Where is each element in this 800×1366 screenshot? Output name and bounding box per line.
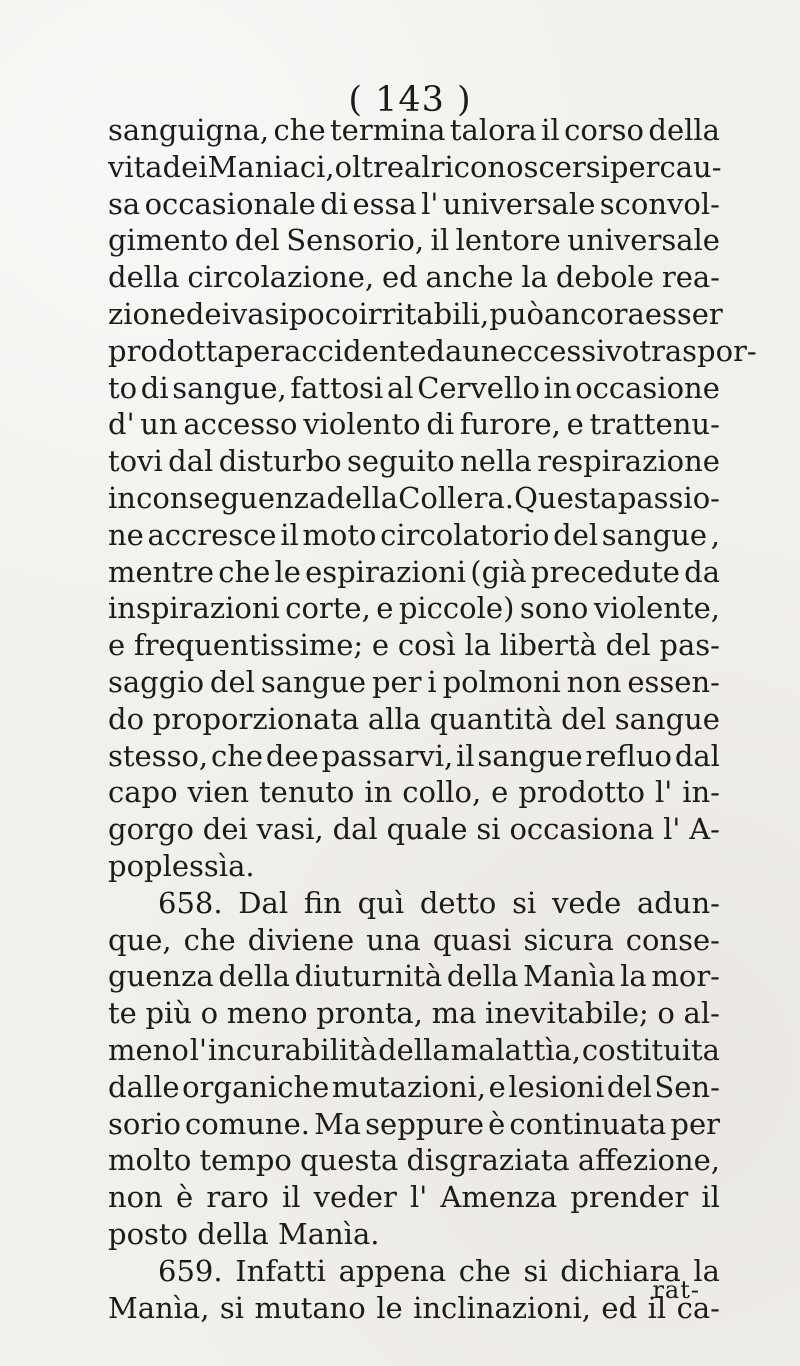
word: nella bbox=[460, 444, 532, 479]
word: l' bbox=[189, 1032, 207, 1067]
word: sconvol- bbox=[599, 186, 720, 221]
word: meno bbox=[108, 1032, 189, 1067]
text-line-last: posto della Manìa. bbox=[108, 1216, 380, 1251]
word: incurabilità bbox=[207, 1032, 378, 1067]
body-text bbox=[108, 112, 757, 1326]
word: essen- bbox=[627, 664, 720, 699]
word: tempo bbox=[199, 1143, 292, 1178]
text-line bbox=[108, 1179, 720, 1216]
text-line bbox=[108, 774, 720, 811]
text-line bbox=[108, 1142, 720, 1179]
word: respirazione bbox=[537, 444, 720, 479]
word: appena bbox=[338, 1253, 447, 1288]
word: al- bbox=[683, 996, 720, 1031]
word: vita bbox=[108, 149, 163, 184]
paragraph-658-start bbox=[108, 885, 720, 922]
word: il bbox=[430, 223, 450, 258]
word: vasi, bbox=[256, 812, 324, 847]
word: l' bbox=[663, 812, 681, 847]
word: vede bbox=[551, 885, 622, 920]
word: gimento bbox=[108, 223, 229, 258]
word: corso bbox=[564, 113, 644, 147]
word: conse- bbox=[625, 922, 720, 957]
word: o bbox=[200, 996, 219, 1031]
text-line bbox=[108, 590, 720, 627]
text-line bbox=[108, 1290, 720, 1327]
word: per bbox=[371, 664, 422, 699]
word: prodotta bbox=[108, 333, 235, 368]
word: frequentissime; bbox=[133, 628, 364, 663]
word: occasione bbox=[575, 370, 720, 405]
word: eccessivo bbox=[499, 333, 640, 368]
text-line bbox=[108, 627, 720, 664]
word: fin bbox=[303, 885, 342, 920]
text-line bbox=[108, 517, 720, 554]
word: irritabili, bbox=[358, 296, 490, 331]
text-line bbox=[108, 1069, 720, 1106]
word: disturbo bbox=[218, 444, 342, 479]
text-line bbox=[108, 664, 720, 701]
word: il bbox=[456, 738, 475, 773]
word: il bbox=[647, 1290, 667, 1325]
text-line bbox=[108, 738, 720, 775]
word: in bbox=[108, 480, 136, 515]
word: affezione, bbox=[577, 1143, 720, 1178]
word: e bbox=[491, 775, 509, 810]
word: che bbox=[183, 922, 236, 957]
word: Manìa bbox=[523, 959, 616, 994]
word: continuata bbox=[509, 1106, 667, 1141]
text-line bbox=[108, 1106, 720, 1143]
text-line bbox=[108, 370, 720, 407]
word: quale bbox=[386, 812, 468, 847]
word: accresce bbox=[147, 517, 277, 552]
text-line bbox=[108, 112, 720, 149]
word: polmoni bbox=[442, 664, 561, 699]
word: le bbox=[274, 554, 301, 589]
word: o bbox=[657, 996, 675, 1031]
word: , bbox=[710, 517, 720, 552]
word: accidente bbox=[284, 333, 427, 368]
word: Cervello bbox=[417, 370, 540, 405]
word: zione bbox=[108, 296, 186, 331]
word: per bbox=[609, 149, 660, 184]
word: in bbox=[543, 370, 572, 405]
word: moto bbox=[302, 517, 377, 552]
word: l' bbox=[421, 186, 439, 221]
word: dal bbox=[332, 812, 378, 847]
word: d' bbox=[108, 407, 135, 442]
word: Dal bbox=[238, 885, 289, 920]
word: un bbox=[462, 333, 500, 368]
word: di bbox=[320, 186, 349, 221]
word: essa bbox=[352, 186, 417, 221]
word: libertà bbox=[499, 628, 597, 663]
word: quì bbox=[357, 885, 405, 920]
text-line bbox=[108, 958, 720, 995]
word: A- bbox=[689, 812, 720, 847]
word: di bbox=[426, 407, 455, 442]
word: organiche bbox=[182, 1069, 330, 1104]
word: mentre bbox=[108, 554, 215, 589]
word: universale bbox=[442, 186, 596, 221]
word: mutano bbox=[254, 1290, 366, 1325]
word: vasi bbox=[230, 296, 289, 331]
word: la bbox=[693, 1253, 720, 1288]
word: il bbox=[280, 517, 299, 552]
word: dal bbox=[674, 738, 720, 773]
word: Sen- bbox=[654, 1069, 720, 1104]
word: del bbox=[606, 1069, 652, 1104]
word: gorgo bbox=[108, 812, 194, 847]
word: piccole) bbox=[398, 591, 515, 626]
word: sa bbox=[108, 186, 141, 221]
word: di bbox=[140, 370, 169, 405]
word: Questa bbox=[514, 480, 618, 515]
word: talora bbox=[449, 113, 537, 147]
word: malattìa, bbox=[450, 1032, 582, 1067]
word: circolatorio bbox=[380, 517, 550, 552]
text-line bbox=[108, 701, 720, 738]
word: sangue bbox=[260, 664, 367, 699]
word: e bbox=[488, 1069, 506, 1104]
word: sangue, bbox=[172, 370, 287, 405]
word: e bbox=[566, 407, 584, 442]
word: l' bbox=[409, 1180, 428, 1215]
word: costituita bbox=[581, 1032, 720, 1067]
word: sicura bbox=[523, 922, 614, 957]
word: fattosi bbox=[290, 370, 384, 405]
text-line bbox=[108, 149, 720, 186]
word: traspor- bbox=[639, 333, 757, 368]
word: seguito bbox=[347, 444, 455, 479]
word: Ma bbox=[314, 1106, 362, 1141]
word: sanguigna, bbox=[108, 113, 270, 147]
word: così bbox=[397, 628, 456, 663]
word: ancora bbox=[543, 296, 645, 331]
word: sangue bbox=[477, 738, 583, 773]
text-line bbox=[108, 811, 720, 848]
word: un bbox=[140, 407, 178, 442]
word: il bbox=[541, 113, 560, 147]
word: della bbox=[218, 959, 290, 994]
word: del bbox=[209, 664, 255, 699]
word: oltre bbox=[334, 149, 405, 184]
word: precedute bbox=[530, 554, 680, 589]
word: occasiona bbox=[509, 812, 655, 847]
word: sono bbox=[519, 591, 589, 626]
word: Maniaci, bbox=[207, 149, 335, 184]
word: la bbox=[464, 628, 492, 663]
word: furore, bbox=[459, 407, 561, 442]
word: l' bbox=[655, 775, 673, 810]
word: inspirazioni bbox=[108, 591, 280, 626]
word: della bbox=[648, 113, 720, 147]
word: che bbox=[210, 738, 264, 773]
word: per bbox=[670, 1106, 720, 1141]
word: (già bbox=[470, 554, 527, 589]
word: del bbox=[234, 223, 280, 258]
word: può bbox=[489, 296, 544, 331]
word: si bbox=[523, 1253, 548, 1288]
text-line bbox=[108, 222, 720, 259]
word: conseguenza bbox=[136, 480, 327, 515]
word: che bbox=[218, 554, 271, 589]
word: passarvi, bbox=[321, 738, 454, 773]
word: circolazione, bbox=[187, 260, 375, 295]
word: occasionale bbox=[144, 186, 316, 221]
word: della bbox=[378, 1032, 450, 1067]
word: più bbox=[145, 996, 192, 1031]
word: da bbox=[684, 554, 720, 589]
word: lesioni bbox=[508, 1069, 605, 1104]
word: adun- bbox=[636, 885, 720, 920]
word: dichiara bbox=[560, 1253, 681, 1288]
word: Sensorio, bbox=[286, 223, 425, 258]
word: per bbox=[234, 333, 285, 368]
text-line bbox=[108, 554, 720, 591]
word: dee bbox=[265, 738, 319, 773]
word: questa bbox=[300, 1143, 399, 1178]
text-line bbox=[108, 296, 723, 333]
word: sangue bbox=[614, 701, 720, 736]
word: Collera. bbox=[398, 480, 514, 515]
word: dal bbox=[168, 444, 214, 479]
word: in- bbox=[682, 775, 720, 810]
word: ne bbox=[108, 517, 144, 552]
text-line bbox=[108, 186, 720, 223]
word: e bbox=[376, 591, 394, 626]
word: tovi bbox=[108, 444, 163, 479]
text-line bbox=[108, 995, 720, 1032]
word: quantità bbox=[429, 701, 553, 736]
paragraph-659-start bbox=[108, 1253, 720, 1290]
text-line bbox=[108, 443, 720, 480]
word: dei bbox=[202, 812, 248, 847]
catchword: rat- bbox=[652, 1276, 700, 1304]
word: guenza bbox=[108, 959, 214, 994]
word: to bbox=[108, 370, 138, 405]
word: e bbox=[108, 628, 126, 663]
word: riconoscersi bbox=[430, 149, 610, 184]
word: esser bbox=[644, 296, 723, 331]
word: ma bbox=[431, 996, 477, 1031]
word: seppure bbox=[365, 1106, 485, 1141]
word: comune. bbox=[185, 1106, 310, 1141]
word: ed bbox=[601, 1290, 638, 1325]
word: alla bbox=[367, 701, 421, 736]
word: ed bbox=[381, 260, 418, 295]
word: espirazioni bbox=[305, 554, 467, 589]
word: del bbox=[561, 701, 607, 736]
word: mor- bbox=[651, 959, 720, 994]
word: violento bbox=[303, 407, 421, 442]
text-line bbox=[108, 1032, 720, 1069]
word: Manìa, bbox=[108, 1290, 210, 1325]
word: pronta, bbox=[316, 996, 423, 1031]
word: saggio bbox=[108, 664, 205, 699]
word: trattenu- bbox=[589, 407, 720, 442]
word: proporzionata bbox=[152, 701, 360, 736]
word: raro bbox=[206, 1180, 269, 1215]
word: prodotto bbox=[518, 775, 646, 810]
word: da bbox=[426, 333, 463, 368]
word: una bbox=[366, 922, 421, 957]
word: diuturnità bbox=[294, 959, 443, 994]
word: prender bbox=[570, 1180, 689, 1215]
word: la bbox=[521, 260, 548, 295]
word: dei bbox=[162, 149, 208, 184]
word: 659. bbox=[158, 1253, 223, 1288]
word: collo, bbox=[402, 775, 482, 810]
word: diviene bbox=[247, 922, 355, 957]
word: stesso, bbox=[108, 738, 209, 773]
text-line bbox=[108, 333, 757, 370]
word: del bbox=[605, 628, 651, 663]
word: le bbox=[376, 1290, 403, 1325]
word: si bbox=[219, 1290, 245, 1325]
word: in bbox=[364, 775, 393, 810]
word: la bbox=[620, 959, 647, 994]
word: che bbox=[273, 113, 326, 147]
word: que, bbox=[108, 922, 172, 957]
word: è bbox=[488, 1106, 506, 1141]
word: 658. bbox=[158, 885, 223, 920]
word: termina bbox=[330, 113, 446, 147]
word: lentore bbox=[455, 223, 561, 258]
word: si bbox=[512, 885, 537, 920]
word: e bbox=[371, 628, 390, 663]
word: rea- bbox=[661, 260, 720, 295]
text-line bbox=[108, 480, 720, 517]
word: il bbox=[281, 1180, 301, 1215]
text-line bbox=[108, 922, 720, 959]
word: i bbox=[427, 664, 437, 699]
word: debole bbox=[555, 260, 654, 295]
word: disgraziata bbox=[406, 1143, 570, 1178]
word: veder bbox=[313, 1180, 397, 1215]
word: della bbox=[446, 959, 519, 994]
word: inclinazioni, bbox=[413, 1290, 591, 1325]
text-line-last: poplessìa. bbox=[108, 848, 255, 883]
word: al bbox=[386, 370, 414, 405]
word: detto bbox=[419, 885, 497, 920]
word: che bbox=[458, 1253, 511, 1288]
word: non bbox=[566, 664, 622, 699]
word: poco bbox=[288, 296, 359, 331]
word: violente, bbox=[593, 591, 720, 626]
word: al bbox=[404, 149, 431, 184]
word: vien bbox=[187, 775, 250, 810]
word: inevitabile; bbox=[485, 996, 649, 1031]
word: ca- bbox=[676, 1290, 720, 1325]
word: tenuto bbox=[259, 775, 355, 810]
text-line bbox=[108, 259, 720, 296]
word: do bbox=[108, 701, 145, 736]
word: mutazioni, bbox=[331, 1069, 487, 1104]
word: dei bbox=[185, 296, 231, 331]
word: il bbox=[701, 1180, 720, 1215]
word: corte, bbox=[285, 591, 371, 626]
word: refluo bbox=[585, 738, 672, 773]
word: Infatti bbox=[235, 1253, 326, 1288]
word: anche bbox=[425, 260, 514, 295]
word: te bbox=[108, 996, 137, 1031]
word: capo bbox=[108, 775, 178, 810]
word: è bbox=[175, 1180, 194, 1215]
word: pas- bbox=[659, 628, 720, 663]
word: sorio bbox=[108, 1106, 181, 1141]
word: Amenza bbox=[440, 1180, 558, 1215]
page-number: ( 143 ) bbox=[348, 80, 472, 120]
word: dalle bbox=[108, 1069, 180, 1104]
word: passio- bbox=[617, 480, 720, 515]
word: accesso bbox=[183, 407, 298, 442]
word: si bbox=[476, 812, 501, 847]
word: del bbox=[553, 517, 599, 552]
word: sangue bbox=[601, 517, 708, 552]
word: universale bbox=[567, 223, 720, 258]
word: della bbox=[108, 260, 180, 295]
word: cau- bbox=[659, 149, 722, 184]
word: non bbox=[108, 1180, 163, 1215]
word: molto bbox=[108, 1143, 192, 1178]
word: della bbox=[326, 480, 399, 515]
word: quasi bbox=[432, 922, 512, 957]
word: meno bbox=[226, 996, 308, 1031]
text-line bbox=[108, 406, 720, 443]
